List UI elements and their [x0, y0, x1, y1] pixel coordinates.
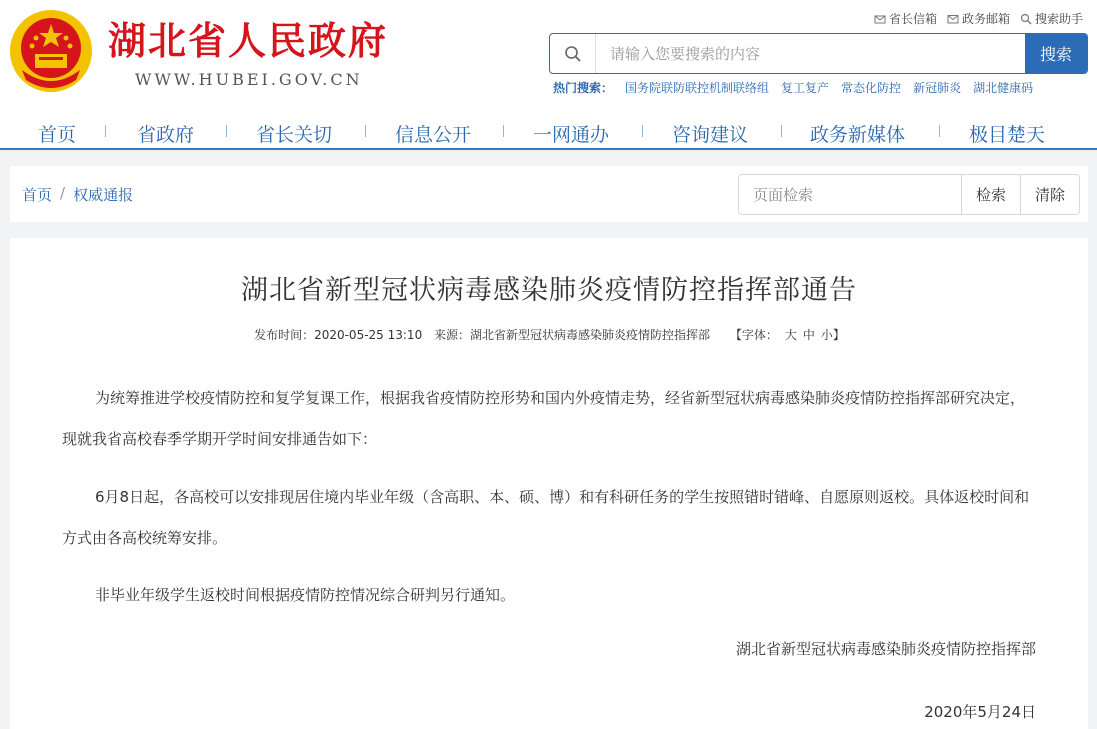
search-icon	[550, 34, 596, 73]
nav-divider	[781, 125, 782, 137]
hot-search-item[interactable]: 新冠肺炎	[913, 81, 962, 95]
site-header	[0, 0, 1097, 150]
magnifier-icon	[1020, 13, 1032, 25]
hot-search-item[interactable]: 湖北健康码	[973, 81, 1034, 95]
breadcrumb-separator: /	[60, 184, 66, 202]
mailbox-icon	[874, 13, 886, 25]
article-source: 来源：湖北省新型冠状病毒感染肺炎疫情防控指挥部	[434, 328, 711, 342]
article-panel	[10, 238, 1088, 729]
nav-divider	[642, 125, 643, 137]
site-url: WWW.HUBEI.GOV.CN	[135, 70, 363, 89]
nav-info-disclosure[interactable]: 信息公开	[395, 124, 472, 146]
search-helper-label: 搜索助手	[1034, 12, 1083, 26]
font-size-medium[interactable]: 中	[802, 328, 815, 342]
page-search-box	[738, 174, 1080, 215]
article-signature: 湖北省新型冠状病毒感染肺炎疫情防控指挥部	[735, 640, 1036, 658]
publish-time: 发布时间：2020-05-25 13:10	[254, 328, 423, 342]
site-title[interactable]: 湖北省人民政府	[108, 19, 389, 63]
nav-one-stop-service[interactable]: 一网通办	[533, 124, 610, 146]
nav-divider	[939, 125, 940, 137]
hot-search-label: 热门搜索：	[553, 81, 614, 95]
site-search-button[interactable]: 搜索	[1025, 34, 1087, 73]
nav-home[interactable]: 首页	[38, 124, 77, 146]
governor-mailbox-label: 省长信箱	[888, 12, 937, 26]
nav-jimu-chutian[interactable]: 极目楚天	[969, 124, 1046, 146]
nav-new-media[interactable]: 政务新媒体	[810, 124, 906, 146]
page-search-input[interactable]	[739, 175, 961, 214]
site-search-input[interactable]	[596, 34, 1025, 73]
national-emblem-icon[interactable]	[8, 8, 94, 94]
governor-mailbox-link[interactable]	[874, 10, 937, 27]
site-search-box	[549, 33, 1088, 74]
article-paragraph: 为统筹推进学校疫情防控和复学复课工作，根据我省疫情防控形势和国内外疫情走势，经省新型冠状病毒感染肺炎疫情防控指挥部研究决定，现就我省高校春季学期开学时间安排通告如下：	[62, 389, 1026, 448]
nav-divider	[503, 125, 504, 137]
gov-email-label: 政务邮箱	[961, 12, 1010, 26]
article-meta	[10, 326, 1088, 343]
main-nav	[0, 112, 1097, 150]
font-size-label: 【字体：	[729, 328, 778, 342]
font-size-small[interactable]: 小】	[820, 328, 845, 342]
page-clear-button[interactable]: 清除	[1020, 175, 1079, 214]
font-size-large[interactable]: 大	[784, 328, 797, 342]
breadcrumb	[22, 184, 133, 205]
search-helper-link[interactable]	[1020, 10, 1083, 27]
gov-email-link[interactable]	[947, 10, 1010, 27]
top-links	[874, 10, 1083, 27]
nav-divider	[105, 125, 106, 137]
article-paragraph: 6月8日起，各高校可以安排现居住境内毕业年级（含高职、本、硕、博）和有科研任务的学生按照错时错峰、自愿原则返校。具体返校时间和方式由各高校统筹安排。	[62, 488, 1030, 547]
article-date: 2020年5月24日	[924, 703, 1036, 721]
nav-province-gov[interactable]: 省政府	[137, 124, 195, 146]
hot-search-item[interactable]: 常态化防控	[841, 81, 902, 95]
hot-search-item[interactable]: 国务院联防联控机制联络组	[625, 81, 770, 95]
nav-governor-concerns[interactable]: 省长关切	[256, 124, 333, 146]
hot-searches	[553, 79, 1033, 96]
nav-divider	[226, 125, 227, 137]
breadcrumb-home[interactable]: 首页	[22, 186, 53, 204]
page-search-button[interactable]: 检索	[961, 175, 1020, 214]
nav-consultation[interactable]: 咨询建议	[672, 124, 749, 146]
breadcrumb-current[interactable]: 权威通报	[73, 186, 134, 204]
breadcrumb-bar	[10, 166, 1088, 222]
nav-divider	[365, 125, 366, 137]
article-title: 湖北省新型冠状病毒感染肺炎疫情防控指挥部通告	[241, 275, 857, 306]
email-icon	[947, 13, 959, 25]
hot-search-item[interactable]: 复工复产	[781, 81, 830, 95]
article-paragraph: 非毕业年级学生返校时间根据疫情防控情况综合研判另行通知。	[95, 586, 516, 604]
